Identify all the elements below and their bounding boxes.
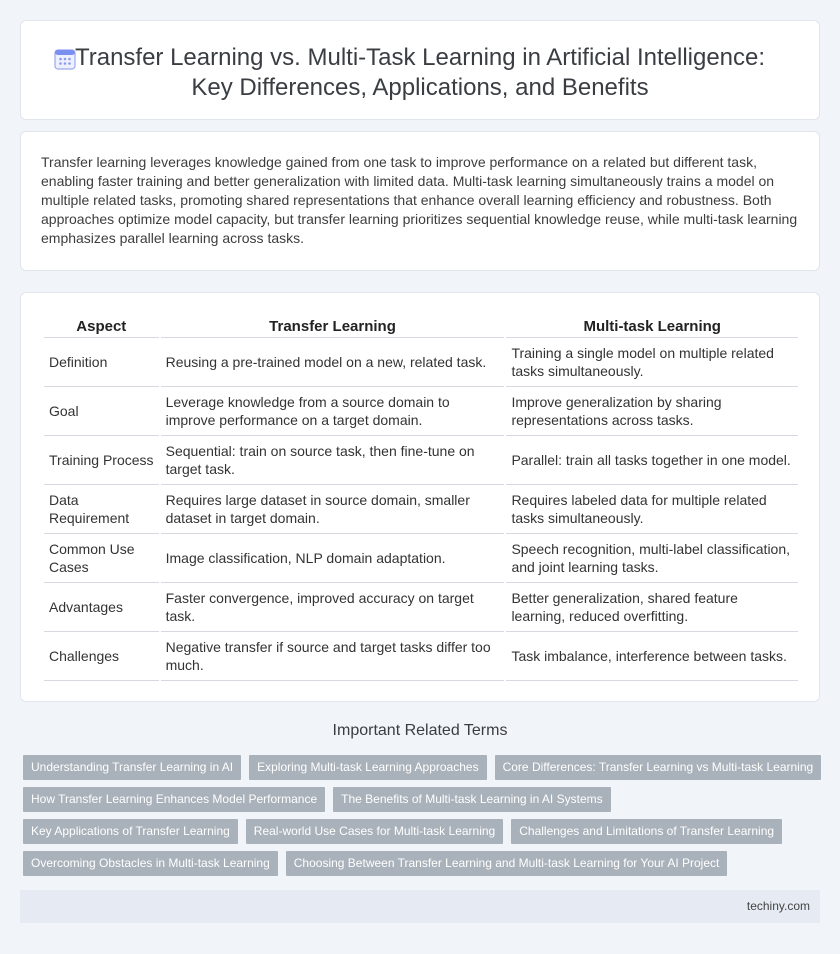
table-cell-aspect: Challenges: [44, 632, 159, 681]
comparison-table: [42, 315, 800, 681]
table-cell-multitask: Better generalization, shared feature learning, reduced overfitting.: [506, 583, 798, 632]
footer-site-link[interactable]: techiny.com: [746, 899, 810, 913]
tag-row: [23, 755, 823, 780]
related-terms-heading: Important Related Terms: [332, 722, 508, 739]
footer: [20, 890, 820, 923]
related-term-tag[interactable]: The Benefits of Multi-task Learning in AI Systems: [333, 787, 610, 812]
page-title-line-2: Key Differences, Applications, and Benefits: [191, 74, 649, 101]
table-cell-multitask: Requires labeled data for multiple related tasks simultaneously.: [506, 485, 798, 534]
intro-paragraph: Transfer learning leverages knowledge gained from one task to improve performance on a related but different task, enabling faster training and better generalization with limited data. Multi-task learning simultaneously trains a model on multiple related tasks, promoting shared representations that enhance overall learning efficiency and robustness. Both approaches optimize model capacity, but transfer learning prioritizes sequential knowledge reuse, while multi-task learning emphasizes parallel learning across tasks.: [41, 154, 798, 246]
table-cell-multitask: Task imbalance, interference between tasks.: [506, 632, 798, 681]
table-cell-transfer: Sequential: train on source task, then fine-tune on target task.: [161, 436, 505, 485]
table-row: [44, 436, 798, 485]
table-cell-transfer: Leverage knowledge from a source domain to improve performance on a target domain.: [161, 387, 505, 436]
table-row: [44, 534, 798, 583]
page-title-line-1: Transfer Learning vs. Multi-Task Learning in Artificial Intelligence:: [74, 44, 766, 71]
tag-row: [23, 819, 823, 844]
table-cell-aspect: Goal: [44, 387, 159, 436]
table-cell-transfer: Reusing a pre-trained model on a new, related task.: [161, 338, 505, 387]
column-header: Multi-task Learning: [506, 315, 798, 338]
related-term-tag[interactable]: Core Differences: Transfer Learning vs Multi-task Learning: [495, 755, 822, 780]
related-term-tag[interactable]: Exploring Multi-task Learning Approaches: [249, 755, 486, 780]
table-cell-transfer: Image classification, NLP domain adaptation.: [161, 534, 505, 583]
table-cell-aspect: Training Process: [44, 436, 159, 485]
table-cell-multitask: Training a single model on multiple related tasks simultaneously.: [506, 338, 798, 387]
related-term-tag[interactable]: Overcoming Obstacles in Multi-task Learning: [23, 851, 278, 876]
table-header-row: [44, 315, 798, 338]
title-card: [20, 20, 820, 120]
table-cell-transfer: Requires large dataset in source domain, smaller dataset in target domain.: [161, 485, 505, 534]
table-row: [44, 387, 798, 436]
intro-card: [20, 131, 820, 271]
table-row: [44, 338, 798, 387]
table-cell-multitask: Improve generalization by sharing representations across tasks.: [506, 387, 798, 436]
related-term-tag[interactable]: Understanding Transfer Learning in AI: [23, 755, 241, 780]
table-cell-transfer: Negative transfer if source and target tasks differ too much.: [161, 632, 505, 681]
related-term-tag[interactable]: Choosing Between Transfer Learning and Multi-task Learning for Your AI Project: [286, 851, 728, 876]
table-cell-transfer: Faster convergence, improved accuracy on target task.: [161, 583, 505, 632]
related-term-tag[interactable]: Real-world Use Cases for Multi-task Learning: [246, 819, 503, 844]
table-cell-aspect: Definition: [44, 338, 159, 387]
table-row: [44, 583, 798, 632]
page-title: [21, 43, 819, 103]
table-row: [44, 485, 798, 534]
related-terms-list: [23, 755, 823, 883]
table-row: [44, 632, 798, 681]
table-cell-aspect: Common Use Cases: [44, 534, 159, 583]
table-cell-multitask: Speech recognition, multi-label classification, and joint learning tasks.: [506, 534, 798, 583]
related-term-tag[interactable]: Challenges and Limitations of Transfer Learning: [511, 819, 782, 844]
comparison-card: [20, 292, 820, 702]
related-term-tag[interactable]: Key Applications of Transfer Learning: [23, 819, 238, 844]
tag-row: [23, 787, 823, 812]
column-header: Aspect: [44, 315, 159, 338]
table-cell-multitask: Parallel: train all tasks together in one model.: [506, 436, 798, 485]
table-cell-aspect: Data Requirement: [44, 485, 159, 534]
related-term-tag[interactable]: How Transfer Learning Enhances Model Performance: [23, 787, 325, 812]
tag-row: [23, 851, 823, 876]
table-cell-aspect: Advantages: [44, 583, 159, 632]
column-header: Transfer Learning: [161, 315, 505, 338]
